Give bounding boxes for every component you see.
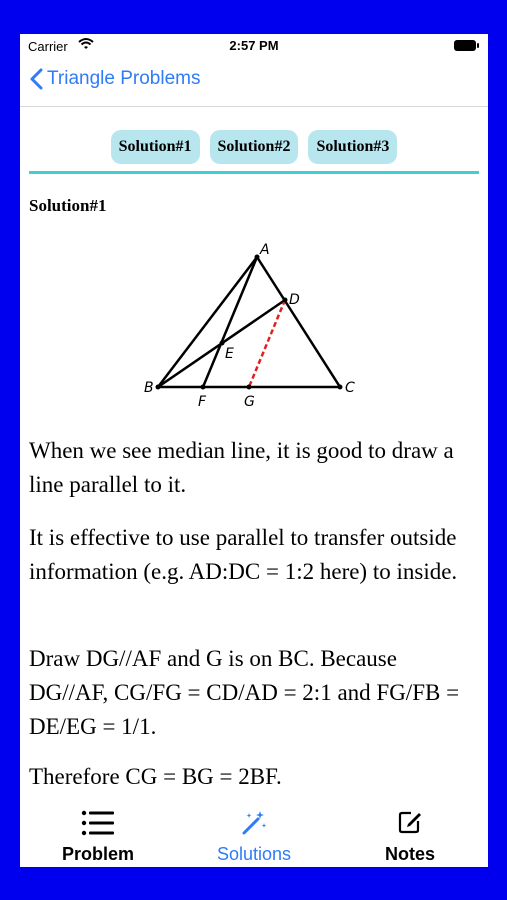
label-a: A — [260, 242, 270, 258]
list-icon — [81, 809, 115, 837]
tab-solution-2[interactable]: Solution#2 — [210, 130, 299, 164]
tabbar-label-notes: Notes — [384, 844, 435, 864]
chevron-left-icon — [30, 68, 43, 90]
tabbar-item-notes[interactable] — [332, 801, 488, 867]
tab-underline — [29, 171, 479, 174]
triangle-figure — [130, 234, 370, 414]
label-b: B — [144, 380, 154, 396]
label-e: E — [225, 346, 234, 362]
label-d: D — [289, 292, 300, 308]
navigation-bar — [20, 56, 488, 107]
paragraph-3: Draw DG//AF and G is on BC. Because DG//AF, CG/FG = CD/AD = 2:1 and FG/FB = DE/EG = 1/1. — [29, 646, 460, 739]
tab-bar — [20, 801, 488, 867]
tabbar-label-solutions: Solutions — [216, 844, 292, 864]
compose-icon — [397, 809, 423, 835]
tab-solution-1[interactable]: Solution#1 — [111, 130, 200, 164]
solution-heading: Solution#1 — [29, 196, 107, 215]
status-bar — [20, 34, 488, 56]
paragraph-1: When we see median line, it is good to draw a line parallel to it. — [29, 438, 454, 497]
label-g: G — [244, 394, 255, 410]
solution-content[interactable] — [20, 184, 488, 797]
status-time: 2:57 PM — [229, 38, 279, 53]
label-c: C — [345, 380, 355, 396]
tabbar-item-solutions[interactable] — [176, 801, 332, 867]
tab-solution-3[interactable]: Solution#3 — [308, 130, 397, 164]
tabbar-label-problem: Problem — [61, 844, 135, 864]
back-button-label: Triangle Problems — [47, 68, 201, 89]
battery-icon — [454, 40, 480, 51]
tabbar-item-problem[interactable] — [20, 801, 176, 867]
label-f: F — [198, 394, 207, 410]
paragraph-4: Therefore CG = BG = 2BF. — [29, 764, 282, 789]
paragraph-2: It is effective to use parallel to transfer outside information (e.g. AD:DC = 1:2 here) to inside. — [29, 525, 458, 584]
back-button[interactable] — [30, 68, 200, 90]
solution-tabs — [20, 130, 488, 166]
magic-wand-icon — [240, 809, 268, 837]
phone-screen — [20, 34, 488, 867]
carrier-label: Carrier — [28, 39, 68, 54]
